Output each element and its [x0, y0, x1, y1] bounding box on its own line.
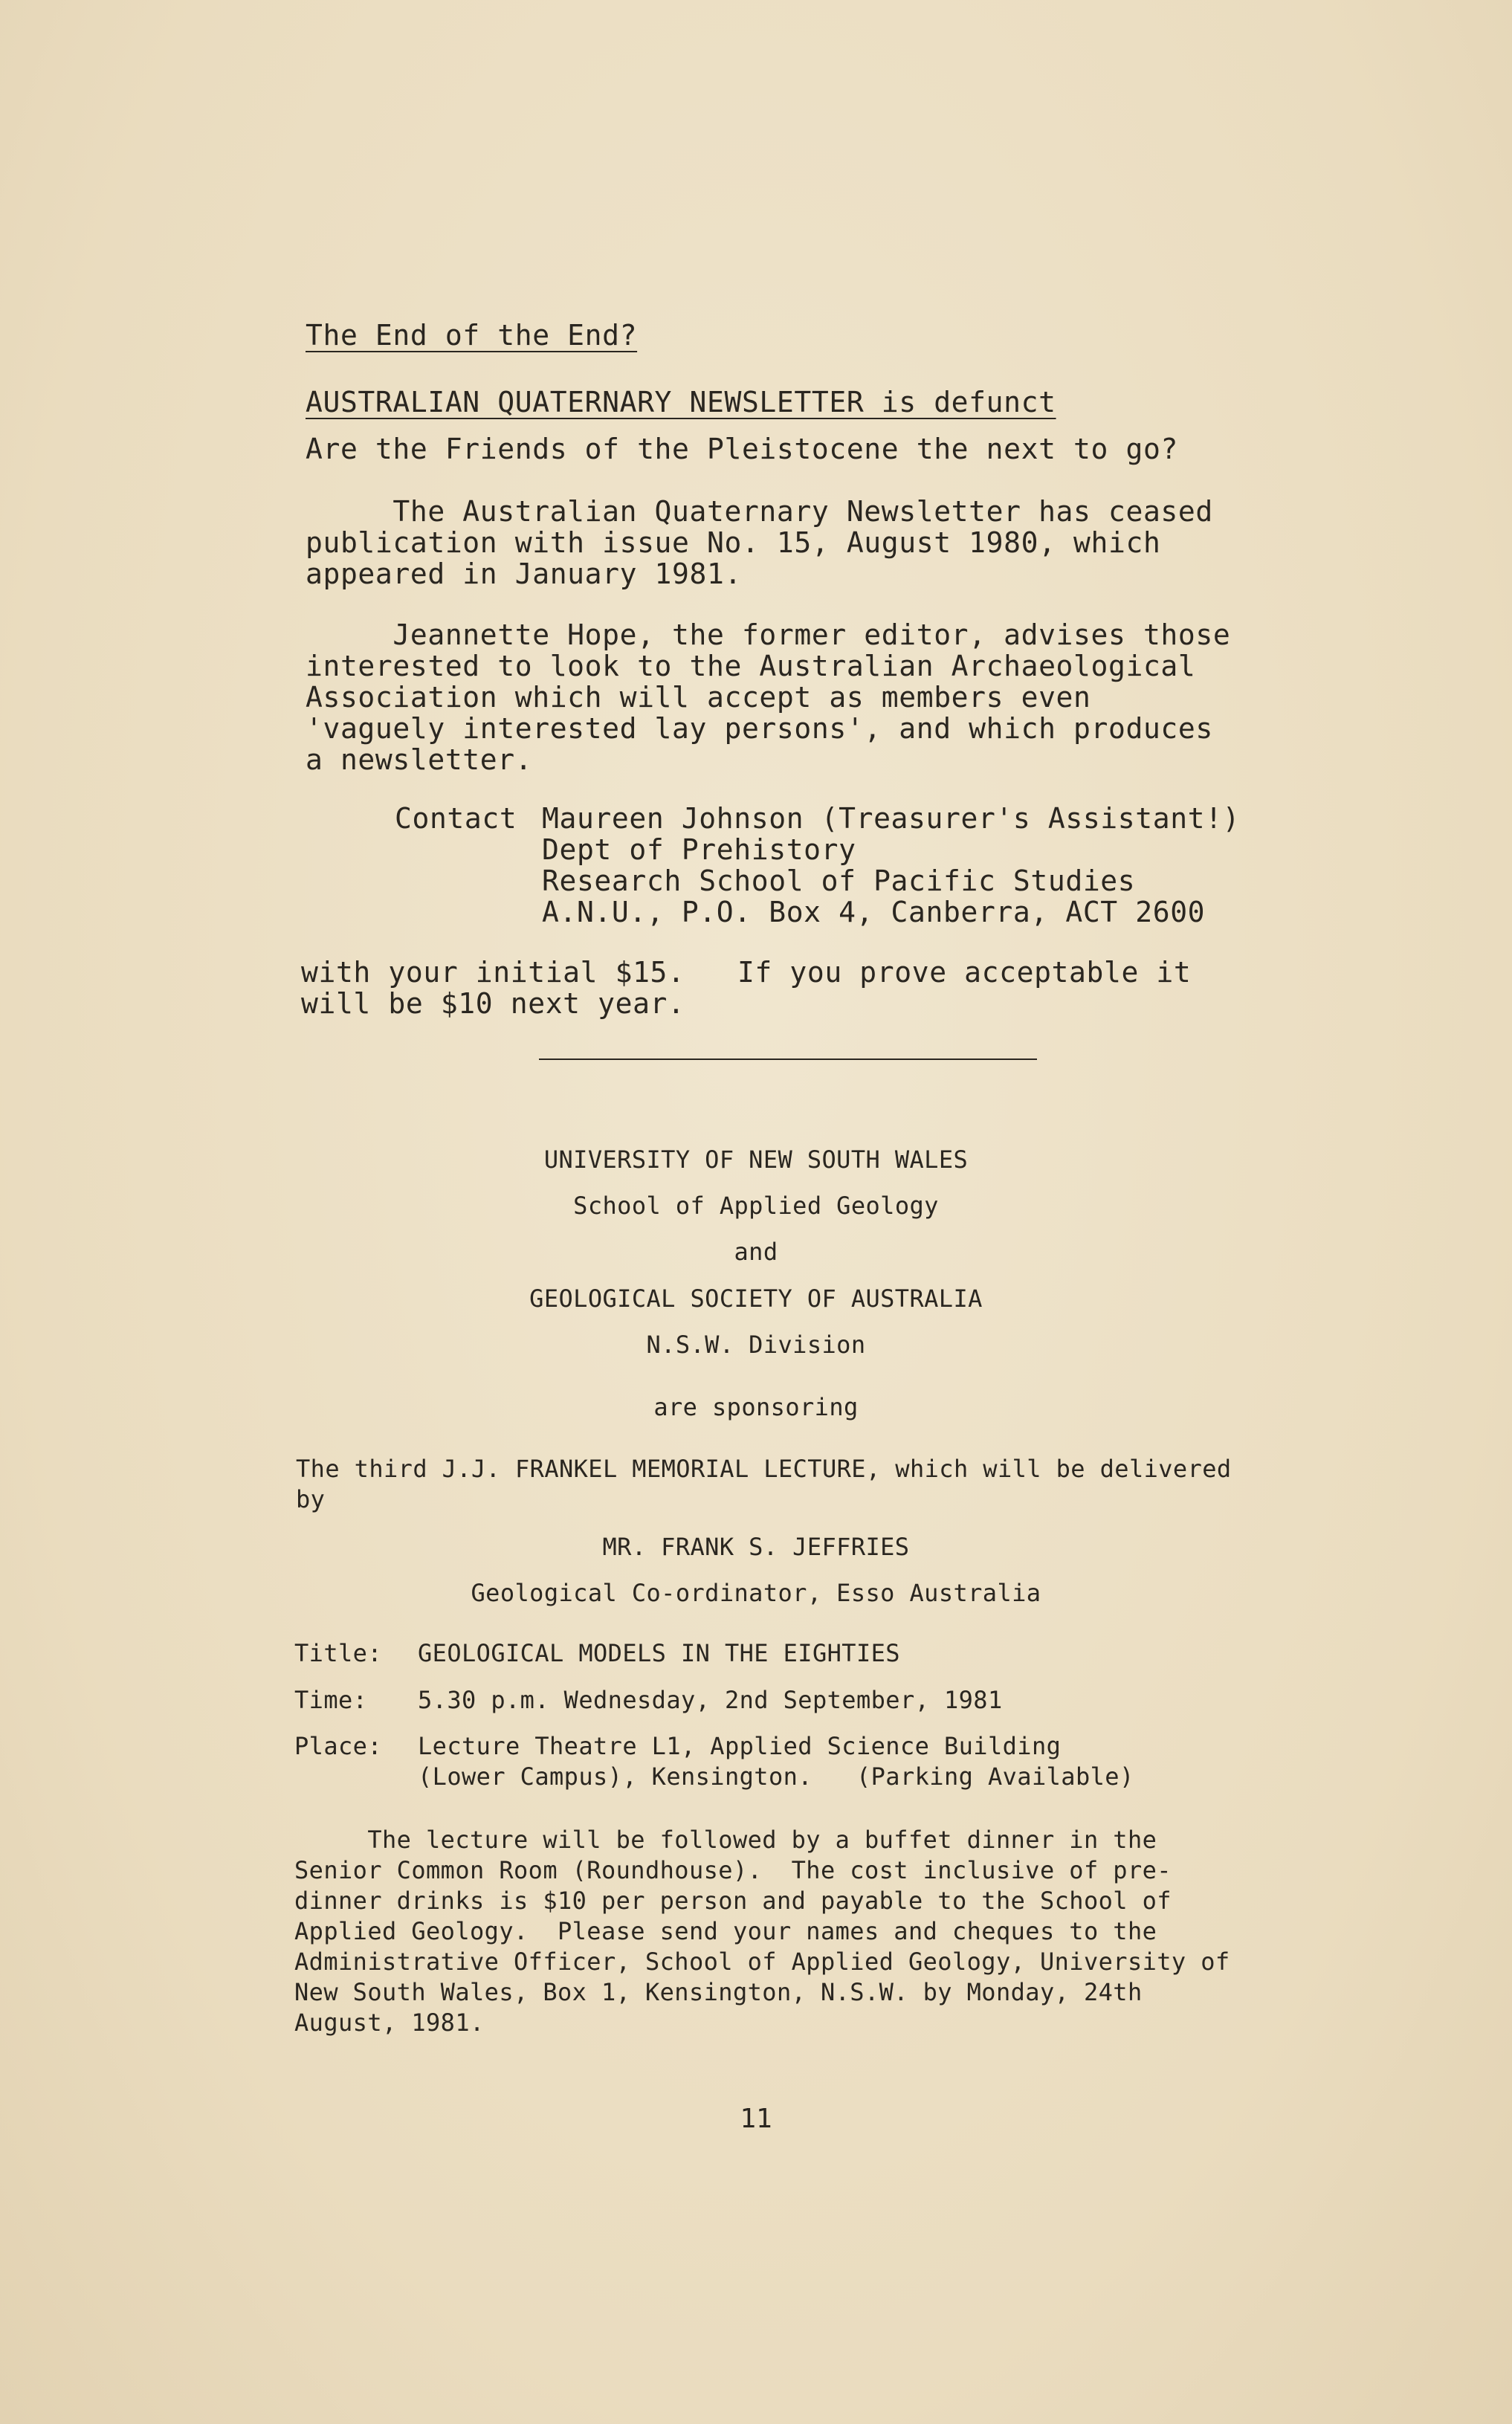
and-connector: and: [734, 1238, 778, 1266]
title-label: Title:: [294, 1639, 382, 1667]
closing-paragraph: The lecture will be followed by a buffet dinner in the Senior Common Room (Roundhouse). The cost inclusive of pre- dinner drinks is $10 per person and payable to the School of Applied Geology. Please send your names and cheques to the Administrative Officer, School of Applied Geology, University of New South Wales, Box 1, Kensington, N.S.W. by Monday, 24th August, 1981.: [294, 1826, 1230, 2037]
contact-label: Contact: [395, 802, 517, 835]
paragraph-former-editor: Jeannette Hope, the former editor, advises those interested to look to the Australian Archaeological Association which will accept as members even 'vaguely interested lay persons', and which produces a newsletter.: [306, 618, 1231, 776]
place-value: Lecture Theatre L1, Applied Science Building (Lower Campus), Kensington. (Parking Available): [418, 1732, 1134, 1791]
speaker-role: Geological Co-ordinator, Esso Australia: [471, 1579, 1041, 1607]
heading-end-of-the-end: The End of the End?: [306, 319, 638, 352]
title-value: GEOLOGICAL MODELS IN THE EIGHTIES: [418, 1639, 900, 1667]
are-sponsoring: are sponsoring: [653, 1393, 859, 1421]
speaker-name: MR. FRANK S. JEFFRIES: [602, 1533, 910, 1561]
sponsor-gsa: GEOLOGICAL SOCIETY OF AUSTRALIA: [529, 1284, 983, 1313]
paragraph-ceased-publication: The Australian Quaternary Newsletter has ceased publication with issue No. 15, August 1980, which appeared in January 1981.: [306, 495, 1213, 590]
subheading-newsletter-defunct: AUSTRALIAN QUATERNARY NEWSLETTER is defunct: [306, 386, 1056, 418]
fee-text: with your initial $15. If you prove acceptable it will be $10 next year.: [301, 956, 1192, 1020]
sponsor-unsw-school: School of Applied Geology: [573, 1192, 939, 1220]
lecture-intro: The third J.J. FRANKEL MEMORIAL LECTURE, which will be delivered by: [296, 1455, 1232, 1513]
page-number: 11: [740, 2104, 772, 2134]
question-line: Are the Friends of the Pleistocene the next to go?: [306, 433, 1178, 465]
sponsor-unsw: UNIVERSITY OF NEW SOUTH WALES: [543, 1145, 969, 1174]
sponsor-gsa-division: N.S.W. Division: [646, 1331, 866, 1359]
time-label: Time:: [294, 1686, 368, 1714]
divider-rule: [539, 1059, 1037, 1060]
contact-address: Maureen Johnson (Treasurer's Assistant!) Dept of Prehistory Research School of Pacific Studies A.N.U., P.O. Box 4, Canberra, ACT 2600: [542, 802, 1241, 928]
place-label: Place:: [294, 1732, 382, 1760]
time-value: 5.30 p.m. Wednesday, 2nd September, 1981: [418, 1686, 1003, 1714]
